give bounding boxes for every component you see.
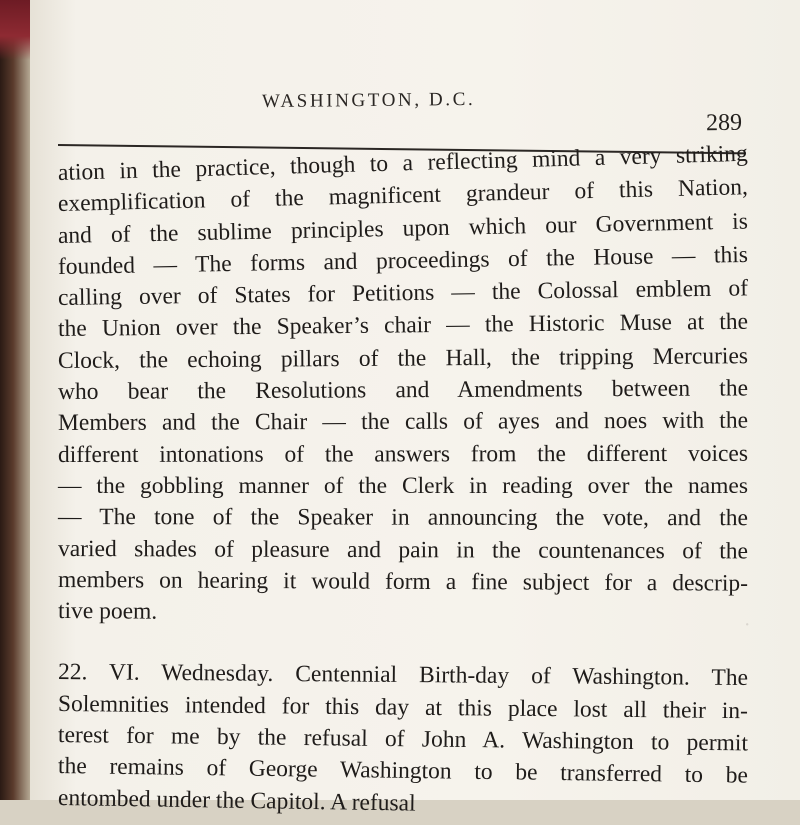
book-page xyxy=(30,0,800,817)
paragraph xyxy=(57,657,749,817)
text-line: different intonations of the answers from the different voices xyxy=(57,440,749,468)
text-line: varied shades of pleasure and pain in the countenances of the xyxy=(57,535,749,564)
text-line: who bear the Resolutions and Amendments between the xyxy=(57,375,749,406)
text-line: the remains of George Washington to be transferred to be xyxy=(57,753,749,789)
text-line: entombed under the Capitol. A refusal xyxy=(57,784,416,817)
running-head: WASHINGTON, D.C. xyxy=(261,88,476,113)
text-line: ation in the practice, though to a reflecting mind a very striking xyxy=(57,140,749,186)
text-line: 22. VI. Wednesday. Centennial Birth-day of Washington. The xyxy=(57,659,749,692)
paragraph-gap xyxy=(58,627,748,657)
text-line: — The tone of the Speaker in announcing the vote, and the xyxy=(57,504,749,532)
text-line: — the gobbling manner of the Clerk in reading over the names xyxy=(58,472,748,499)
show-through-text: · xyxy=(745,614,750,636)
page-number: 289 xyxy=(705,109,743,137)
text-line: founded — The forms and proceedings of the House — this xyxy=(57,241,749,280)
text-line: Solemnities intended for this day at this place lost all their in- xyxy=(57,690,749,724)
text-line: calling over of States for Petitions — the Colossal emblem of xyxy=(57,275,749,312)
text-line: the Union over the Speaker’s chair — the Historic Muse at the xyxy=(57,309,749,343)
text-line: and of the sublime principles upon which our Government is xyxy=(57,208,749,249)
text-line: members on hearing it would form a fine subject for a descrip- xyxy=(57,566,749,597)
paragraph xyxy=(57,140,749,627)
text-line: terest for me by the refusal of John A. Washington to permit xyxy=(57,722,749,757)
text-line: tive poem. xyxy=(57,598,158,625)
text-line: Members and the Chair — the calls of ayes and noes with the xyxy=(57,407,749,437)
body-text xyxy=(57,140,749,817)
text-line: exemplification of the magnificent grandeur of this Nation, xyxy=(57,174,749,218)
text-line: Clock, the echoing pillars of the Hall, the tripping Mercuries xyxy=(57,342,749,374)
book-cover-edge xyxy=(0,0,34,60)
